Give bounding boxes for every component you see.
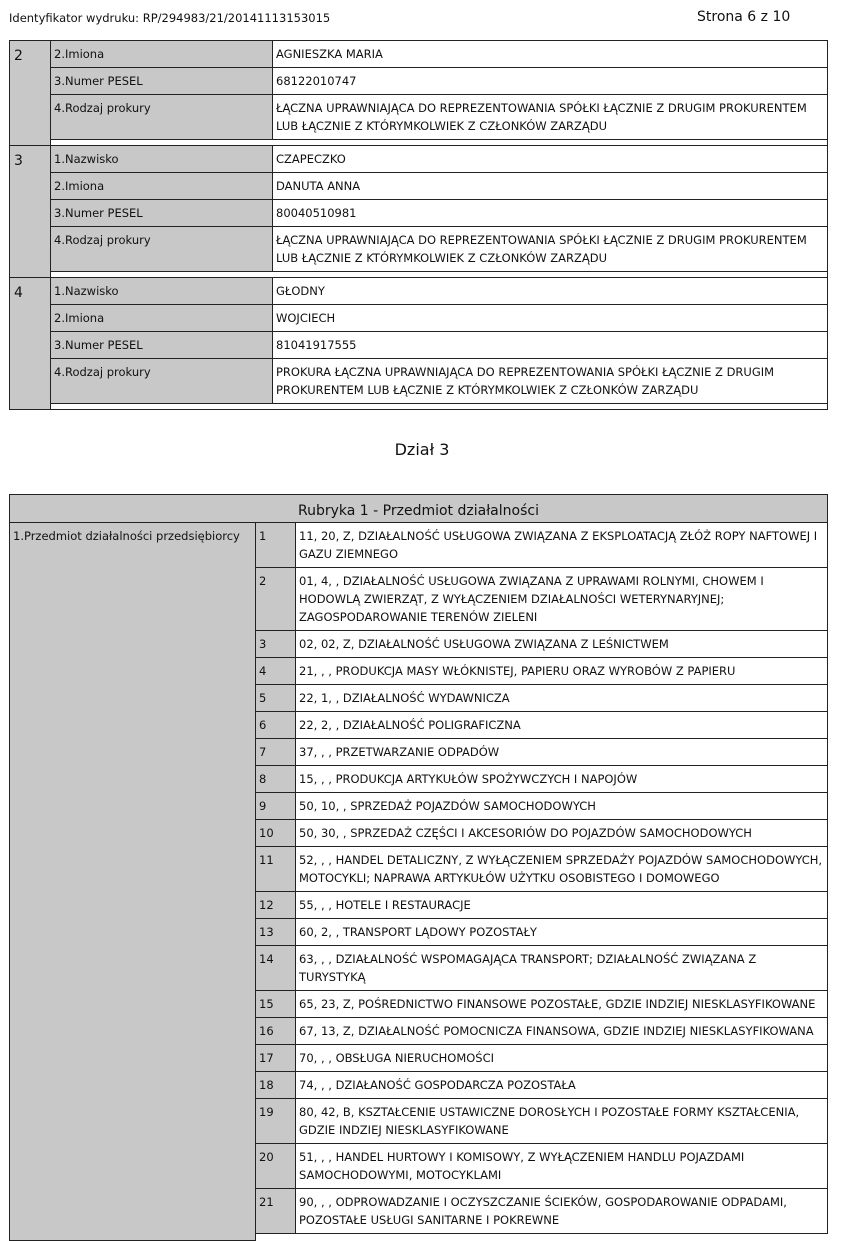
tail-cell bbox=[256, 1234, 828, 1241]
field-label: 4.Rodzaj prokury bbox=[51, 95, 273, 140]
field-label: 3.Numer PESEL bbox=[51, 332, 273, 359]
person-row bbox=[10, 68, 828, 95]
field-label: 2.Imiona bbox=[51, 173, 273, 200]
field-label: 2.Imiona bbox=[51, 305, 273, 332]
person-row bbox=[10, 41, 828, 68]
field-label: 1.Nazwisko bbox=[51, 278, 273, 305]
activity-text: 60, 2, , TRANSPORT LĄDOWY POZOSTAŁY bbox=[296, 919, 828, 946]
activity-number: 21 bbox=[256, 1189, 296, 1234]
activity-text: 55, , , HOTELE I RESTAURACJE bbox=[296, 892, 828, 919]
rubric-title: Rubryka 1 - Przedmiot działalności bbox=[10, 495, 828, 523]
field-value: PROKURA ŁĄCZNA UPRAWNIAJĄCA DO REPREZENTOWANIA SPÓŁKI ŁĄCZNIE Z DRUGIM PROKURENTEM LUB ŁĄCZNIE Z KTÓRYMKOLWIEK Z CZŁONKÓW ZARZĄDU bbox=[273, 359, 828, 404]
activity-number: 13 bbox=[256, 919, 296, 946]
activity-number: 10 bbox=[256, 820, 296, 847]
activity-number: 3 bbox=[256, 631, 296, 658]
field-value: CZAPECZKO bbox=[273, 146, 828, 173]
activity-text: 90, , , ODPROWADZANIE I OCZYSZCZANIE ŚCIEKÓW, GOSPODAROWANIE ODPADAMI, POZOSTAŁE USŁUGI SANITARNE I POKREWNE bbox=[296, 1189, 828, 1234]
activity-text: 50, 10, , SPRZEDAŻ POJAZDÓW SAMOCHODOWYCH bbox=[296, 793, 828, 820]
activities-table bbox=[9, 494, 828, 1241]
activity-number: 4 bbox=[256, 658, 296, 685]
person-row bbox=[10, 305, 828, 332]
activity-number: 9 bbox=[256, 793, 296, 820]
activity-number: 16 bbox=[256, 1018, 296, 1045]
field-value: GŁODNY bbox=[273, 278, 828, 305]
activity-number: 2 bbox=[256, 568, 296, 631]
person-index: 2 bbox=[10, 41, 51, 146]
activity-number: 7 bbox=[256, 739, 296, 766]
field-label: 3.Numer PESEL bbox=[51, 68, 273, 95]
field-value: 81041917555 bbox=[273, 332, 828, 359]
person-index: 4 bbox=[10, 278, 51, 410]
activity-number: 6 bbox=[256, 712, 296, 739]
activity-text: 67, 13, Z, DZIAŁALNOŚĆ POMOCNICZA FINANSOWA, GDZIE INDZIEJ NIESKLASYFIKOWANA bbox=[296, 1018, 828, 1045]
person-row bbox=[10, 173, 828, 200]
activity-text: 80, 42, B, KSZTAŁCENIE USTAWICZNE DOROSŁYCH I POZOSTAŁE FORMY KSZTAŁCENIA, GDZIE INDZIEJ NIESKLASYFIKOWANE bbox=[296, 1099, 828, 1144]
field-value: WOJCIECH bbox=[273, 305, 828, 332]
activity-text: 21, , , PRODUKCJA MASY WŁÓKNISTEJ, PAPIERU ORAZ WYROBÓW Z PAPIERU bbox=[296, 658, 828, 685]
field-value: ŁĄCZNA UPRAWNIAJĄCA DO REPREZENTOWANIA SPÓŁKI ŁĄCZNIE Z DRUGIM PROKURENTEM LUB ŁĄCZNIE Z KTÓRYMKOLWIEK Z CZŁONKÓW ZARZĄDU bbox=[273, 95, 828, 140]
persons-table bbox=[9, 40, 828, 410]
field-label: 4.Rodzaj prokury bbox=[51, 227, 273, 272]
person-spacer bbox=[10, 404, 828, 410]
page-number: Strona 6 z 10 bbox=[697, 9, 791, 25]
field-value: 80040510981 bbox=[273, 200, 828, 227]
person-row bbox=[10, 227, 828, 272]
person-row bbox=[10, 95, 828, 140]
activity-number: 1 bbox=[256, 523, 296, 568]
activity-text: 70, , , OBSŁUGA NIERUCHOMOŚCI bbox=[296, 1045, 828, 1072]
person-row bbox=[10, 332, 828, 359]
activity-text: 22, 2, , DZIAŁALNOŚĆ POLIGRAFICZNA bbox=[296, 712, 828, 739]
person-row bbox=[10, 278, 828, 305]
field-label: 1.Nazwisko bbox=[51, 146, 273, 173]
field-value: ŁĄCZNA UPRAWNIAJĄCA DO REPREZENTOWANIA SPÓŁKI ŁĄCZNIE Z DRUGIM PROKURENTEM LUB ŁĄCZNIE Z KTÓRYMKOLWIEK Z CZŁONKÓW ZARZĄDU bbox=[273, 227, 828, 272]
activity-text: 01, 4, , DZIAŁALNOŚĆ USŁUGOWA ZWIĄZANA Z UPRAWAMI ROLNYMI, CHOWEM I HODOWLĄ ZWIERZĄT, Z WYŁĄCZENIEM DZIAŁALNOŚCI WETERYNARYJNEJ; ZAGOSPODAROWANIE TERENÓW ZIELENI bbox=[296, 568, 828, 631]
activity-number: 5 bbox=[256, 685, 296, 712]
activity-text: 51, , , HANDEL HURTOWY I KOMISOWY, Z WYŁĄCZENIEM HANDLU POJAZDAMI SAMOCHODOWYMI, MOTOCYKLAMI bbox=[296, 1144, 828, 1189]
field-label: 4.Rodzaj prokury bbox=[51, 359, 273, 404]
field-label: 2.Imiona bbox=[51, 41, 273, 68]
activity-text: 11, 20, Z, DZIAŁALNOŚĆ USŁUGOWA ZWIĄZANA Z EKSPLOATACJĄ ZŁÓŻ ROPY NAFTOWEJ I GAZU ZIEMNEGO bbox=[296, 523, 828, 568]
activity-number: 14 bbox=[256, 946, 296, 991]
activity-text: 74, , , DZIAŁANOŚĆ GOSPODARCZA POZOSTAŁA bbox=[296, 1072, 828, 1099]
activity-text: 50, 30, , SPRZEDAŻ CZĘŚCI I AKCESORIÓW DO POJAZDÓW SAMOCHODOWYCH bbox=[296, 820, 828, 847]
activity-field-label: 1.Przedmiot działalności przedsiębiorcy bbox=[10, 523, 256, 1241]
activity-text: 65, 23, Z, POŚREDNICTWO FINANSOWE POZOSTAŁE, GDZIE INDZIEJ NIESKLASYFIKOWANE bbox=[296, 991, 828, 1018]
activity-number: 17 bbox=[256, 1045, 296, 1072]
field-value: AGNIESZKA MARIA bbox=[273, 41, 828, 68]
activity-number: 12 bbox=[256, 892, 296, 919]
person-row bbox=[10, 146, 828, 173]
activity-text: 37, , , PRZETWARZANIE ODPADÓW bbox=[296, 739, 828, 766]
activity-number: 8 bbox=[256, 766, 296, 793]
activity-text: 52, , , HANDEL DETALICZNY, Z WYŁĄCZENIEM SPRZEDAŻY POJAZDÓW SAMOCHODOWYCH, MOTOCYKLI; NAPRAWA ARTYKUŁÓW UŻYTKU OSOBISTEGO I DOMOWEGO bbox=[296, 847, 828, 892]
activity-number: 11 bbox=[256, 847, 296, 892]
person-index: 3 bbox=[10, 146, 51, 278]
field-label: 3.Numer PESEL bbox=[51, 200, 273, 227]
activity-text: 22, 1, , DZIAŁALNOŚĆ WYDAWNICZA bbox=[296, 685, 828, 712]
activity-row bbox=[10, 523, 828, 568]
activity-text: 02, 02, Z, DZIAŁALNOŚĆ USŁUGOWA ZWIĄZANA Z LEŚNICTWEM bbox=[296, 631, 828, 658]
spacer-cell bbox=[51, 404, 828, 410]
activity-text: 63, , , DZIAŁALNOŚĆ WSPOMAGAJĄCA TRANSPORT; DZIAŁALNOŚĆ ZWIĄZANA Z TURYSTYKĄ bbox=[296, 946, 828, 991]
field-value: DANUTA ANNA bbox=[273, 173, 828, 200]
activity-text: 15, , , PRODUKCJA ARTYKUŁÓW SPOŻYWCZYCH I NAPOJÓW bbox=[296, 766, 828, 793]
activity-number: 18 bbox=[256, 1072, 296, 1099]
person-row bbox=[10, 200, 828, 227]
rubric-row bbox=[10, 495, 828, 523]
print-identifier: Identyfikator wydruku: RP/294983/21/20141113153015 bbox=[9, 11, 331, 25]
activity-number: 19 bbox=[256, 1099, 296, 1144]
activity-number: 15 bbox=[256, 991, 296, 1018]
activity-number: 20 bbox=[256, 1144, 296, 1189]
field-value: 68122010747 bbox=[273, 68, 828, 95]
section-title: Dział 3 bbox=[394, 440, 450, 459]
person-row bbox=[10, 359, 828, 404]
